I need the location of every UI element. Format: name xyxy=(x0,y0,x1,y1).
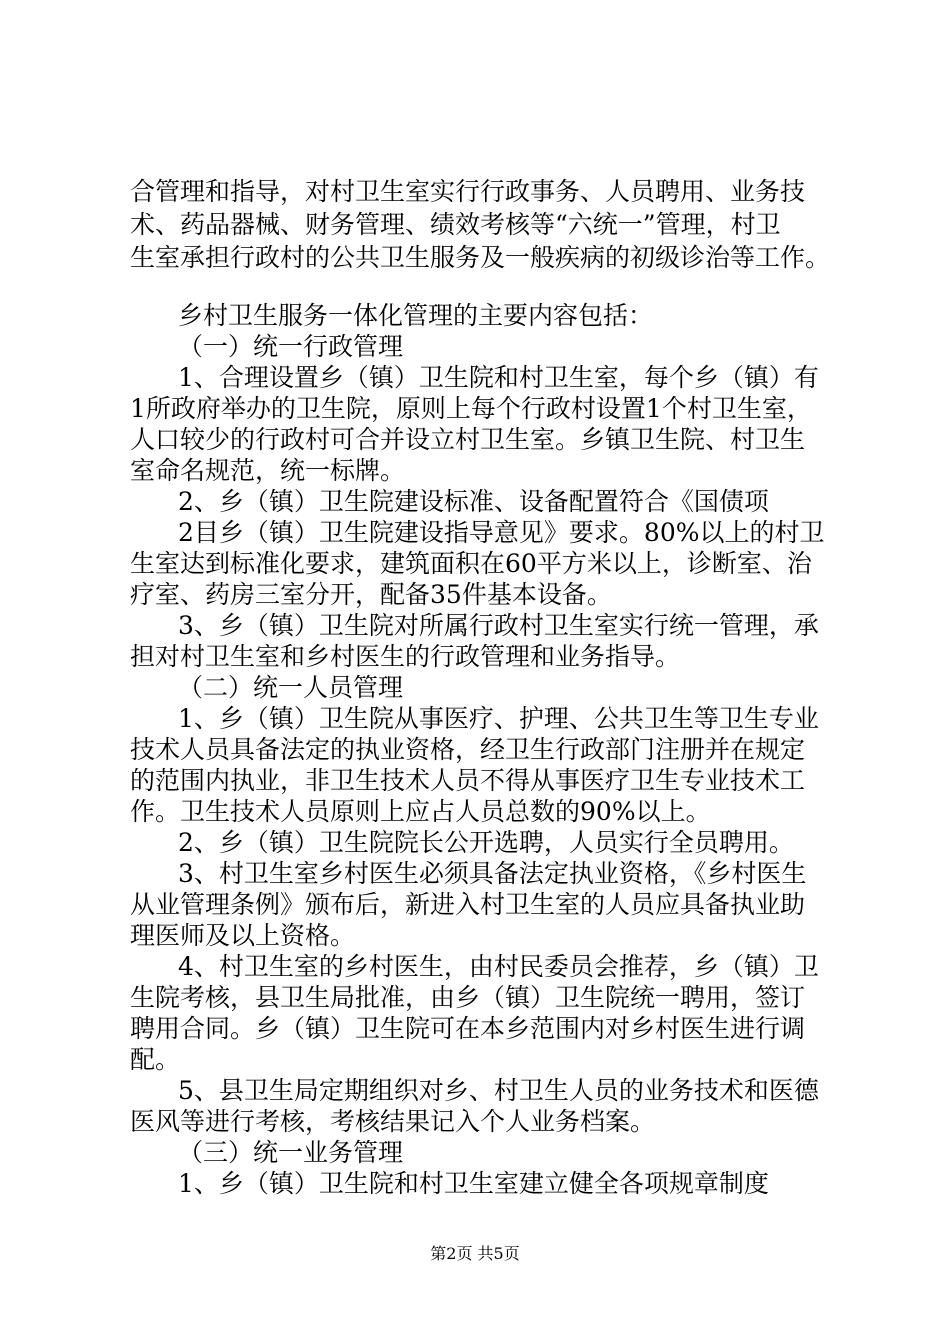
text-line: 4、村卫生室的乡村医生，由村民委员会推荐，乡（镇）卫 xyxy=(178,952,819,981)
section-heading-3: （三）统一业务管理 xyxy=(178,1138,404,1167)
text-line: 室命名规范，统一标牌。 xyxy=(130,456,406,485)
text-line: 2、乡（镇）卫生院建设标准、设备配置符合《国债项 xyxy=(178,487,769,516)
text-line: 疗室、药房三室分开，配备35件基本设备。 xyxy=(130,580,612,609)
section-heading-1: （一）统一行政管理 xyxy=(178,332,404,361)
text-line: 医风等进行考核，考核结果记入个人业务档案。 xyxy=(130,1107,656,1136)
section-heading-2: （二）统一人员管理 xyxy=(178,673,404,702)
text-line: 术、药品器械、财务管理、绩效考核等“六统一”管理，村卫 xyxy=(130,210,781,239)
paragraph-intro: 乡村卫生服务一体化管理的主要内容包括： xyxy=(178,301,654,330)
text-line: 1、合理设置乡（镇）卫生院和村卫生室，每个乡（镇）有 xyxy=(178,363,819,392)
text-line: 的范围内执业，非卫生技术人员不得从事医疗卫生专业技术工 xyxy=(130,766,806,795)
text-line: 1、乡（镇）卫生院从事医疗、护理、公共卫生等卫生专业 xyxy=(178,704,819,733)
text-line: 1所政府举办的卫生院，原则上每个行政村设置1个村卫生室， xyxy=(130,394,812,423)
text-line: 1、乡（镇）卫生院和村卫生室建立健全各项规章制度 xyxy=(178,1169,769,1198)
text-line: 作。卫生技术人员原则上应占人员总数的90%以上。 xyxy=(130,797,711,826)
text-line: 聘用合同。乡（镇）卫生院可在本乡范围内对乡村医生进行调 xyxy=(130,1014,806,1043)
text-line: 担对村卫生室和乡村医生的行政管理和业务指导。 xyxy=(130,642,681,671)
text-line: 合管理和指导，对村卫生室实行行政事务、人员聘用、业务技 xyxy=(130,177,806,206)
text-line: 配。 xyxy=(130,1045,181,1074)
text-line: 生院考核，县卫生局批准，由乡（镇）卫生院统一聘用，签订 xyxy=(130,983,806,1012)
text-line: 5、县卫生局定期组织对乡、村卫生人员的业务技术和医德 xyxy=(178,1076,819,1105)
text-line: 3、乡（镇）卫生院对所属行政村卫生室实行统一管理，承 xyxy=(178,611,819,640)
text-line: 2、乡（镇）卫生院院长公开选聘，人员实行全员聘用。 xyxy=(178,828,794,857)
text-line: 生室承担行政村的公共卫生服务及一般疾病的初级诊治等工作。 xyxy=(130,243,831,272)
text-line: 从业管理条例》颁布后，新进入村卫生室的人员应具备执业助 xyxy=(130,890,806,919)
text-line: 生室达到标准化要求，建筑面积在60平方米以上，诊断室、治 xyxy=(130,549,812,578)
text-line: 理医师及以上资格。 xyxy=(130,921,356,950)
text-line: 3、村卫生室乡村医生必须具备法定执业资格，《乡村医生 xyxy=(178,859,807,888)
text-line: 技术人员具备法定的执业资格，经卫生行政部门注册并在规定 xyxy=(130,735,806,764)
text-line: 2目乡（镇）卫生院建设指导意见》要求。80%以上的村卫 xyxy=(178,518,825,547)
text-line: 人口较少的行政村可合并设立村卫生室。乡镇卫生院、村卫生 xyxy=(130,425,806,454)
page-number-footer: 第2页 共5页 xyxy=(430,1244,520,1263)
